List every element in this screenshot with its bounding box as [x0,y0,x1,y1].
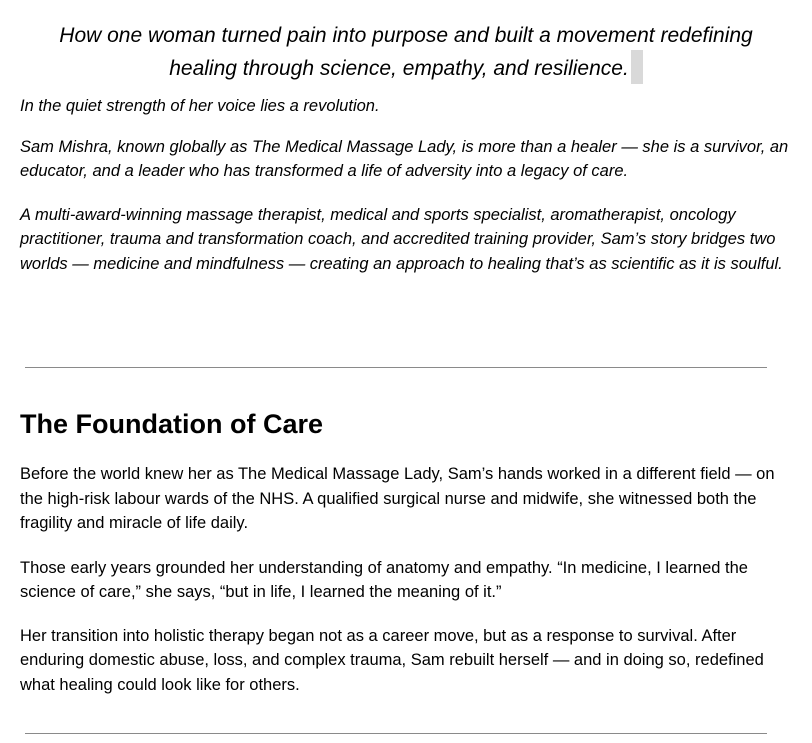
section-divider [25,733,767,734]
text-cursor [631,50,643,84]
section-paragraph: Before the world knew her as The Medical Massage Lady, Sam’s hands worked in a different field — on the high-risk labour wards of the NHS. A qualified surgical nurse and midwife, she witnessed both the fragility and miracle of life daily. [20,465,775,532]
foundation-section [20,406,792,697]
section-paragraph: Her transition into holistic therapy began not as a career move, but as a response to survival. After enduring domestic abuse, loss, and complex trauma, Sam rebuilt herself — and in doing so, redefined what healing could look like for others. [20,626,764,694]
section-paragraph: Those early years grounded her understanding of anatomy and empathy. “In medicine, I learned the science of care,” she says, “but in life, I learned the meaning of it.” [20,558,748,601]
intro-paragraph: A multi-award-winning massage therapist, medical and sports specialist, aromatherapist, oncology practitioner, trauma and transformation coach, and accredited training provider, Sam’s story bridges two worlds — medicine and mindfulness — creating an approach to healing that’s as scientific as it is soulful. [20,205,783,273]
section-heading: The Foundation of Care [20,409,323,439]
article-body [20,0,792,694]
intro-paragraph: Sam Mishra, known globally as The Medical Massage Lady, is more than a healer — she is a survivor, an educator, and a leader who has transformed a life of adversity into a legacy of care. [20,137,789,180]
section-divider [25,367,767,368]
article-subtitle-text: How one woman turned pain into purpose and built a movement redefining healing through science, empathy, and resilience. [59,24,753,80]
intro-paragraph: In the quiet strength of her voice lies a revolution. [20,97,380,115]
article-intro [20,94,792,276]
article-subtitle [20,21,792,84]
